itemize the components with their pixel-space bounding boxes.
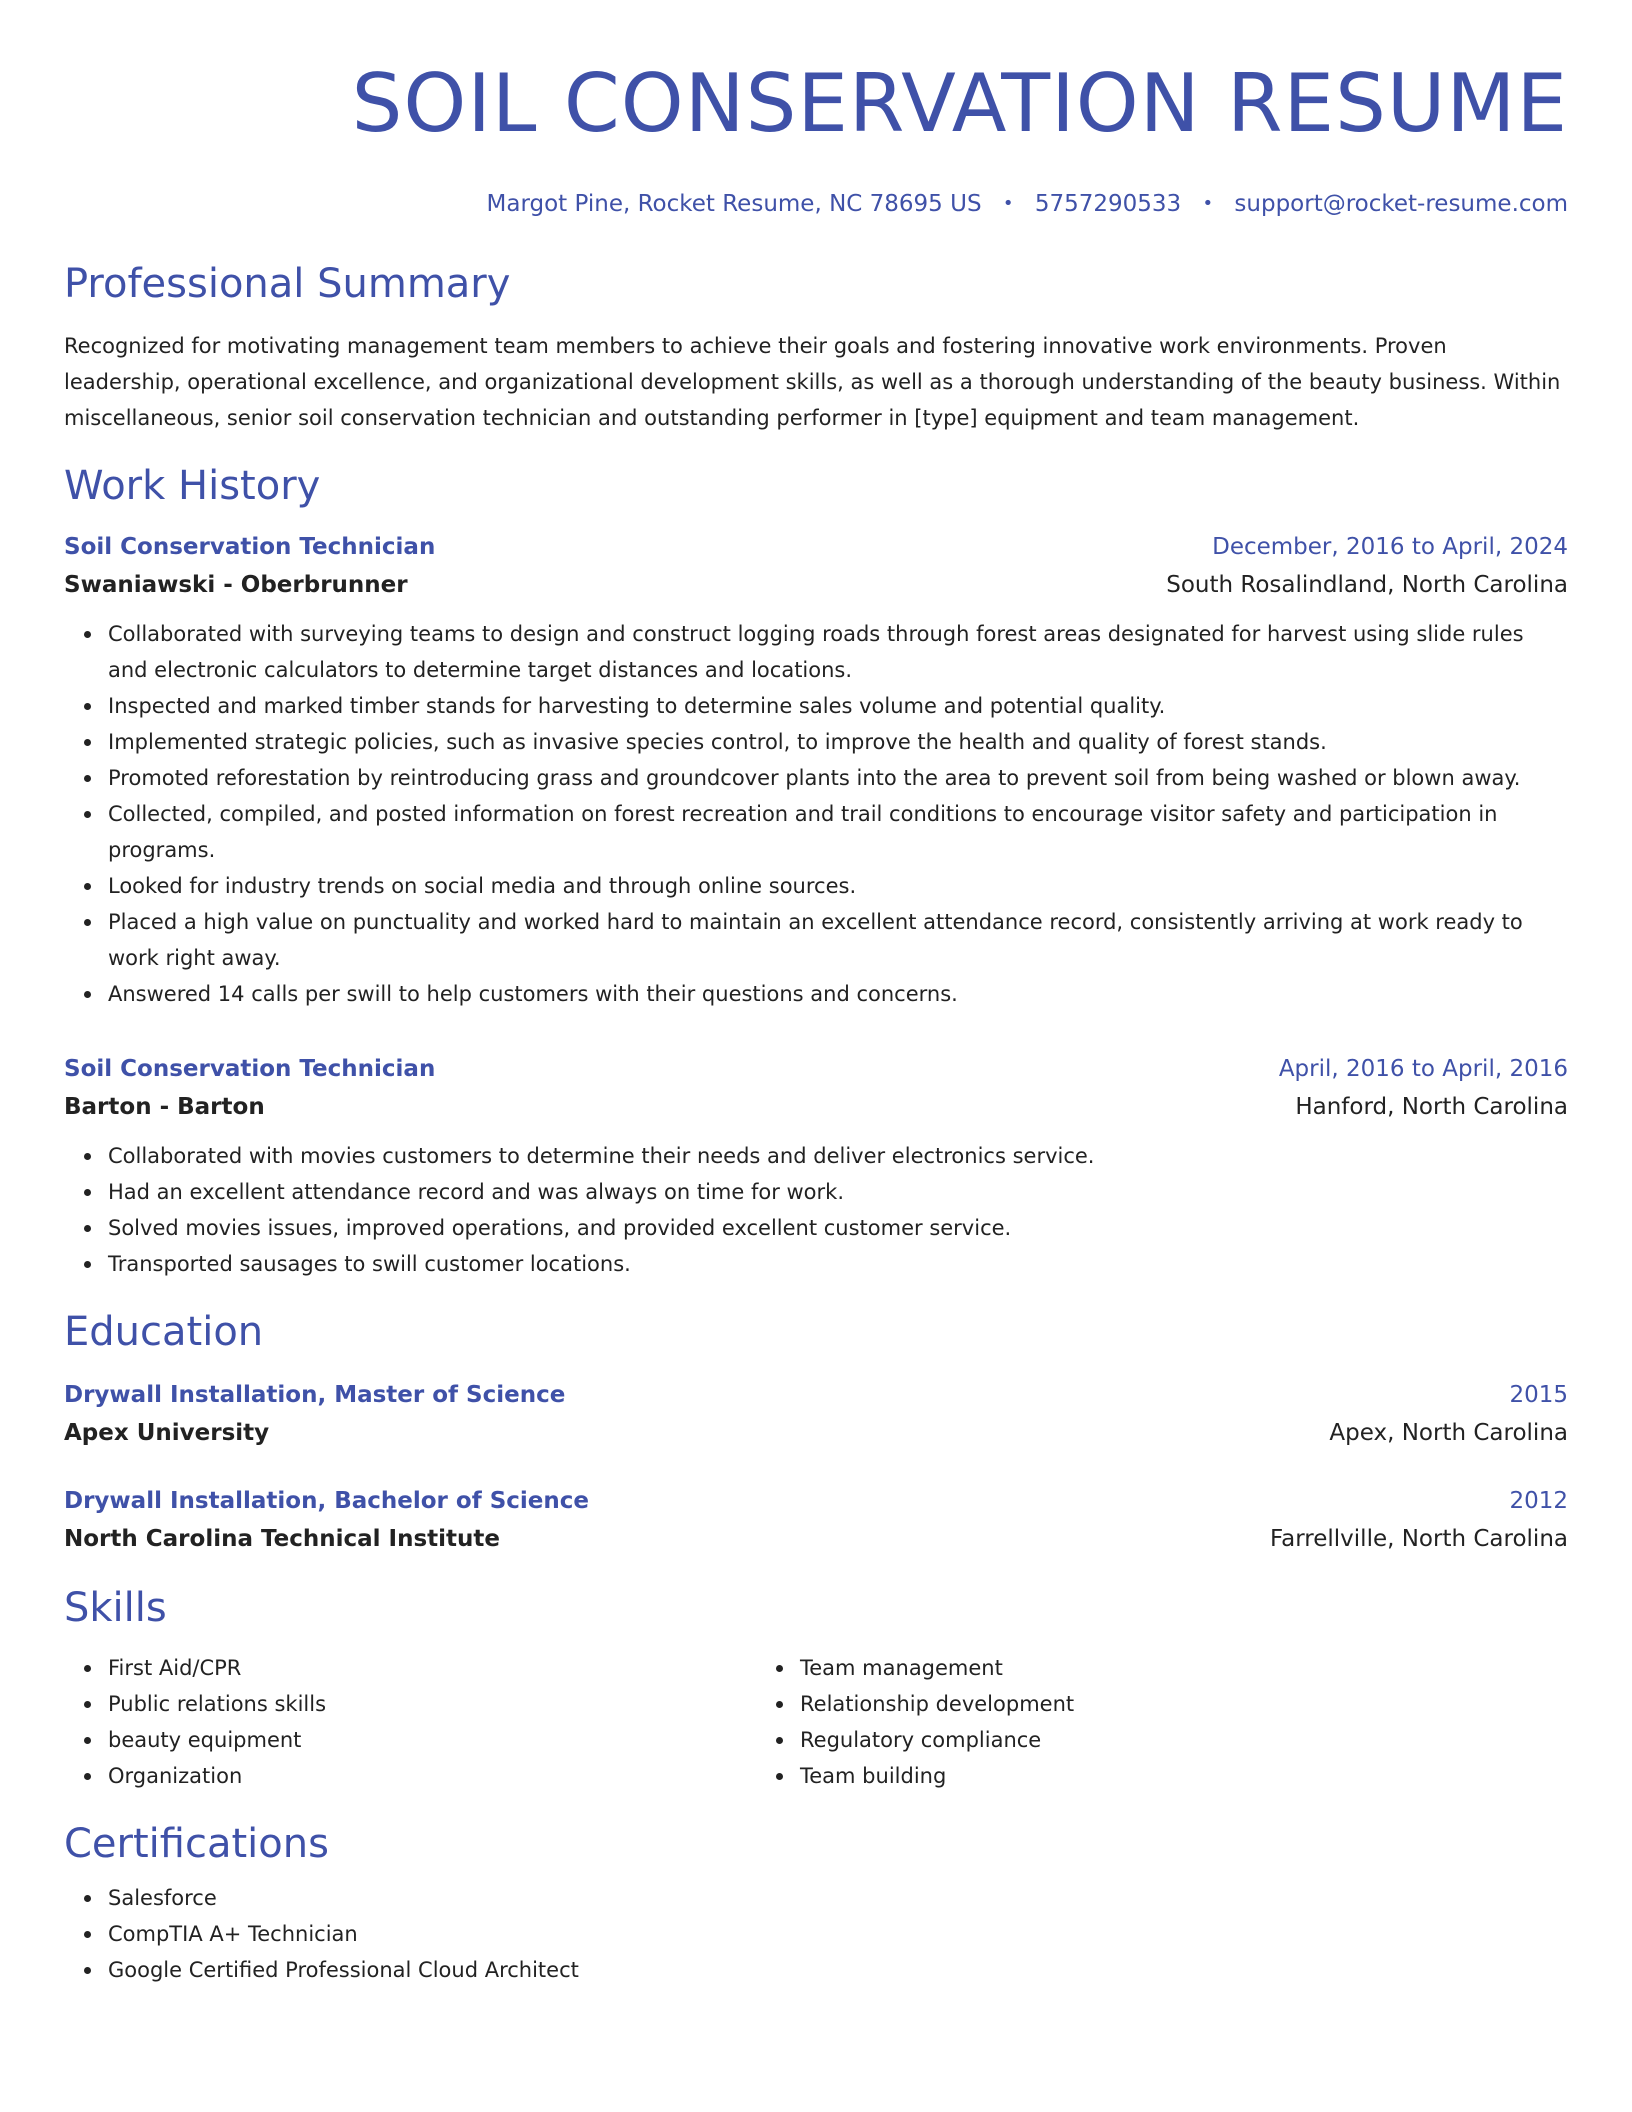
summary-heading: Professional Summary	[64, 261, 511, 307]
skill-item: First Aid/CPR	[108, 1650, 756, 1686]
certification-item: CompTIA A+ Technician	[108, 1916, 1568, 1952]
education-entry	[64, 1482, 1568, 1558]
contact-separator: •	[1202, 193, 1214, 214]
list-item: Placed a high value on punctuality and worked hard to maintain an excellent attendance record, consistently arriving at work ready to work right away.	[108, 904, 1568, 976]
degree-title: Drywall Installation, Bachelor of Science	[64, 1488, 589, 1514]
contact-separator: •	[1002, 193, 1014, 214]
certification-item: Google Certified Professional Cloud Architect	[108, 1952, 1568, 1988]
list-item: Solved movies issues, improved operations, and provided excellent customer service.	[108, 1210, 1568, 1246]
degree-title: Drywall Installation, Master of Science	[64, 1382, 566, 1408]
list-item: Implemented strategic policies, such as invasive species control, to improve the health and quality of forest stands.	[108, 724, 1568, 760]
school-name: Apex University	[64, 1420, 270, 1446]
skill-item: beauty equipment	[108, 1722, 756, 1758]
job-entry	[64, 1050, 1568, 1282]
contact-address: Margot Pine, Rocket Resume, NC 78695 US	[486, 191, 982, 217]
certifications-section	[64, 1820, 1568, 1988]
job-dates: December, 2016 to April, 2024	[1212, 534, 1568, 560]
school-location: Farrellville, North Carolina	[1270, 1526, 1568, 1552]
school-name: North Carolina Technical Institute	[64, 1526, 500, 1552]
list-item: Promoted reforestation by reintroducing grass and groundcover plants into the area to prevent soil from being washed or blown away.	[108, 760, 1568, 796]
work-history-section	[64, 462, 1568, 1282]
skills-section	[64, 1584, 1568, 1794]
skill-item: Team building	[800, 1758, 1456, 1794]
job-title: Soil Conservation Technician	[64, 534, 436, 560]
skill-item: Public relations skills	[108, 1686, 756, 1722]
summary-text: Recognized for motivating management team members to achieve their goals and fostering innovative work environments. Proven leadership, operational excellence, and organizational development skills, as well as a thorough understanding of the beauty business. Within miscellaneous, senior soil conservation technician and outstanding performer in [type] equipment and team management.	[64, 334, 1561, 430]
list-item: Collaborated with surveying teams to design and construct logging roads through forest areas designated for harvest using slide rules and electronic calculators to determine target distances and locations.	[108, 616, 1568, 688]
job-entry	[64, 528, 1568, 1012]
list-item: Transported sausages to swill customer locations.	[108, 1246, 1568, 1282]
job-company: Barton - Barton	[64, 1094, 265, 1120]
work-history-heading: Work History	[64, 463, 321, 509]
degree-year: 2015	[1509, 1382, 1568, 1408]
job-company: Swaniawski - Oberbrunner	[64, 572, 408, 598]
skills-heading: Skills	[64, 1585, 167, 1631]
degree-year: 2012	[1509, 1488, 1568, 1514]
list-item: Had an excellent attendance record and was always on time for work.	[108, 1174, 1568, 1210]
job-bullets	[64, 616, 1568, 1012]
list-item: Answered 14 calls per swill to help customers with their questions and concerns.	[108, 976, 1568, 1012]
resume-header	[64, 56, 1568, 220]
skill-item: Organization	[108, 1758, 756, 1794]
skill-item: Regulatory compliance	[800, 1722, 1456, 1758]
contact-line	[64, 188, 1568, 220]
list-item: Collaborated with movies customers to determine their needs and deliver electronics service.	[108, 1138, 1568, 1174]
job-title: Soil Conservation Technician	[64, 1056, 436, 1082]
list-item: Collected, compiled, and posted information on forest recreation and trail conditions to encourage visitor safety and participation in programs.	[108, 796, 1568, 868]
contact-phone: 5757290533	[1034, 191, 1182, 217]
job-location: Hanford, North Carolina	[1295, 1094, 1568, 1120]
education-section	[64, 1308, 1568, 1558]
resume-title: SOIL CONSERVATION RESUME	[351, 57, 1568, 150]
education-entry	[64, 1376, 1568, 1452]
certification-item: Salesforce	[108, 1880, 1568, 1916]
job-dates: April, 2016 to April, 2016	[1278, 1056, 1568, 1082]
education-heading: Education	[64, 1309, 264, 1355]
job-location: South Rosalindland, North Carolina	[1166, 572, 1568, 598]
skill-item: Relationship development	[800, 1686, 1456, 1722]
certifications-list	[64, 1880, 1568, 1988]
contact-email: support@rocket-resume.com	[1234, 191, 1568, 217]
school-location: Apex, North Carolina	[1329, 1420, 1568, 1446]
list-item: Inspected and marked timber stands for harvesting to determine sales volume and potential quality.	[108, 688, 1568, 724]
skills-grid	[64, 1650, 1568, 1794]
skills-list-right	[756, 1650, 1456, 1794]
skills-list-left	[64, 1650, 756, 1794]
job-bullets	[64, 1138, 1568, 1282]
certifications-heading: Certifications	[64, 1821, 329, 1867]
list-item: Looked for industry trends on social media and through online sources.	[108, 868, 1568, 904]
skill-item: Team management	[800, 1650, 1456, 1686]
